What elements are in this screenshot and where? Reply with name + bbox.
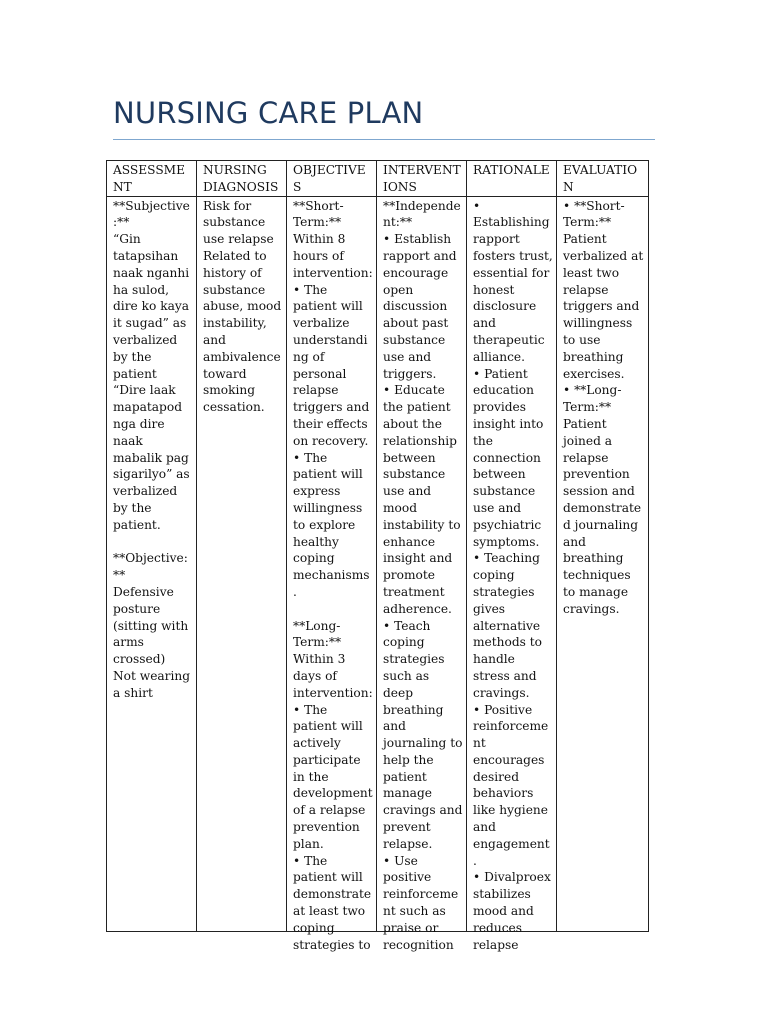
evaluation-text: • **Short-Term:** Patient verbalized at least two relapse triggers and willingness to use breathing exercises. • **Long-Term:** Patient joined a relapse prevention session and demonstrated journaling and breathing techniques to manage cravings. xyxy=(563,198,644,616)
rationale-text: • Establishing rapport fosters trust, essential for honest disclosure and therapeutic alliance. • Patient education provides insight into the connection between substance use and psychiatric symptoms. • Teaching coping strategies gives alternative methods to handle stress and cravings. • Positive reinforcement encourages desired behaviors like hygiene and engagement. • Divalproex stabilizes mood and reduces relapse xyxy=(473,198,553,952)
diagnosis-text: Risk for substance use relapse Related to history of substance abuse, mood instability, and ambivalence toward smoking cessation. xyxy=(203,198,282,415)
title-underline xyxy=(113,139,655,140)
cell-interventions xyxy=(377,196,467,952)
care-plan-table xyxy=(106,160,649,952)
table-row xyxy=(107,196,649,931)
assessment-text: **Subjective:** “Gin tatapsihan naak nganhi ha sulod, dire ko kaya it sugad” as verbalized by the patient “Dire laak mapatapod nga dire naak mabalik pag sigarilyo” as verbalized by the patient. **Objective:** Defensive posture (sitting with arms crossed) Not wearing a shirt xyxy=(113,198,191,700)
page-title: NURSING CARE PLAN xyxy=(113,96,424,130)
header-rationale: RATIONALE xyxy=(467,161,557,197)
header-evaluation: EVALUATION xyxy=(557,161,649,197)
objectives-text: **Short-Term:** Within 8 hours of intervention: • The patient will verbalize understanding of personal relapse triggers and their effects on recovery. • The patient will express willingness to explore healthy coping mechanisms. **Long-Term:** Within 3 days of intervention: • The patient will actively participate in the development of a relapse prevention plan. • The patient will demonstrate at least two coping strategies to xyxy=(293,198,373,952)
header-nursing-diagnosis: NURSING DIAGNOSIS xyxy=(197,161,287,197)
interventions-text: **Independent:** • Establish rapport and encourage open discussion about past substance use and triggers. • Educate the patient about the relationship between substance use and mood instability to enhance insight and promote treatment adherence. • Teach coping strategies such as deep breathing and journaling to help the patient manage cravings and prevent relapse. • Use positive reinforcement such as praise or recognition xyxy=(383,198,463,952)
header-interventions: INTERVENTIONS xyxy=(377,161,467,197)
cell-objectives xyxy=(287,196,377,952)
table-header-row xyxy=(107,161,649,197)
cell-rationale xyxy=(467,196,557,952)
cell-assessment xyxy=(107,196,197,931)
cell-nursing-diagnosis xyxy=(197,196,287,931)
header-objectives: OBJECTIVES xyxy=(287,161,377,197)
cell-evaluation xyxy=(557,196,649,931)
header-assessment: ASSESSMENT xyxy=(107,161,197,197)
